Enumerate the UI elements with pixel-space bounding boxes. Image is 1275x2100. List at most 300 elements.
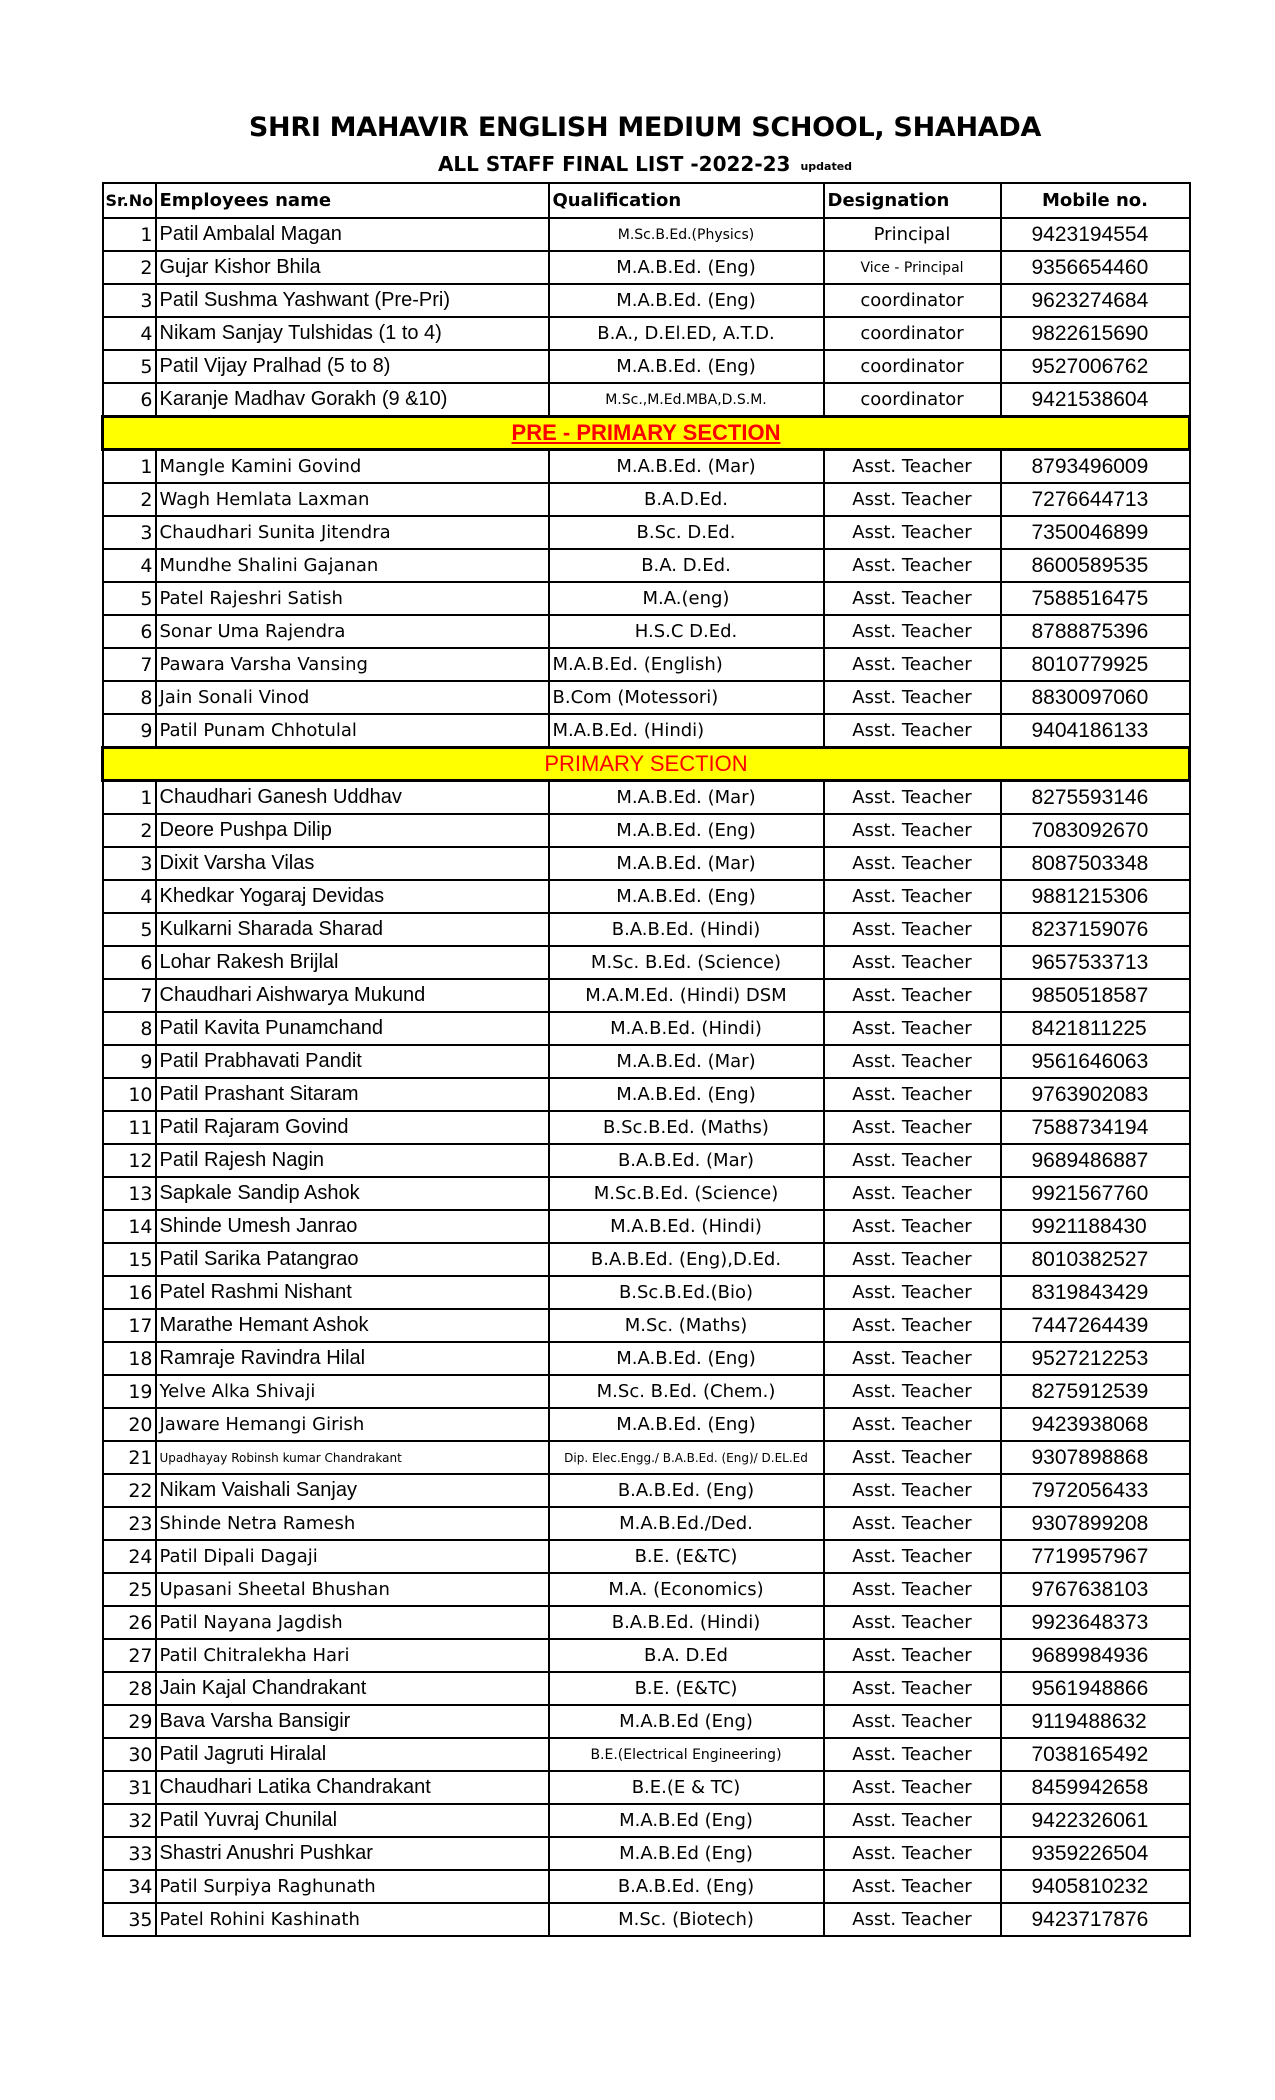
qualification-cell: M.A.B.Ed. (Eng) [549,350,824,383]
mobile-cell: 9561948866 [1001,1672,1190,1705]
mobile-cell: 9689984936 [1001,1639,1190,1672]
sr-cell: 9 [103,714,156,748]
designation-cell: Asst. Teacher [824,1771,1001,1804]
table-row [103,383,1190,417]
sr-cell: 2 [103,251,156,284]
qualification-cell: B.A.B.Ed. (Hindi) [549,1606,824,1639]
mobile-cell: 9689486887 [1001,1144,1190,1177]
mobile-cell: 7588516475 [1001,582,1190,615]
qualification-cell: B.A.B.Ed. (Eng) [549,1474,824,1507]
mobile-cell: 7083092670 [1001,814,1190,847]
designation-cell: Asst. Teacher [824,681,1001,714]
sr-cell: 19 [103,1375,156,1408]
name-cell: Wagh Hemlata Laxman [156,483,549,516]
designation-cell: Asst. Teacher [824,1177,1001,1210]
qualification-cell: M.A.B.Ed. (Eng) [549,1408,824,1441]
designation-cell: Asst. Teacher [824,1408,1001,1441]
name-cell: Patil Rajesh Nagin [156,1144,549,1177]
mobile-cell: 8788875396 [1001,615,1190,648]
updated-note: updated [800,160,853,173]
designation-cell: Asst. Teacher [824,1837,1001,1870]
sr-cell: 2 [103,483,156,516]
sr-cell: 24 [103,1540,156,1573]
name-cell: Upasani Sheetal Bhushan [156,1573,549,1606]
name-cell: Upadhayay Robinsh kumar Chandrakant [156,1441,549,1474]
primary-section-header-cell [103,748,1190,781]
designation-cell: Asst. Teacher [824,1639,1001,1672]
name-cell: Jain Kajal Chandrakant [156,1672,549,1705]
mobile-cell: 7038165492 [1001,1738,1190,1771]
sr-cell: 32 [103,1804,156,1837]
sr-cell: 35 [103,1903,156,1936]
name-cell: Mundhe Shalini Gajanan [156,549,549,582]
table-row [103,1639,1190,1672]
table-row [103,1012,1190,1045]
table-row [103,582,1190,615]
mobile-cell: 7972056433 [1001,1474,1190,1507]
designation-cell: Vice - Principal [824,251,1001,284]
name-cell: Patil Nayana Jagdish [156,1606,549,1639]
qualification-cell: B.E.(E & TC) [549,1771,824,1804]
designation-cell: Asst. Teacher [824,1342,1001,1375]
qualification-cell: B.Sc. D.Ed. [549,516,824,549]
designation-cell: Asst. Teacher [824,1045,1001,1078]
qualification-cell: M.A.B.Ed. (English) [549,648,824,681]
name-cell: Ramraje Ravindra Hilal [156,1342,549,1375]
name-cell: Patil Ambalal Magan [156,218,549,251]
qualification-cell: M.Sc. B.Ed. (Science) [549,946,824,979]
table-row [103,516,1190,549]
mobile-cell: 8087503348 [1001,847,1190,880]
page-title: SHRI MAHAVIR ENGLISH MEDIUM SCHOOL, SHAHADA [248,112,1042,143]
designation-cell: Asst. Teacher [824,450,1001,484]
qualification-cell: M.A.B.Ed. (Mar) [549,1045,824,1078]
qualification-cell: M.A.B.Ed (Eng) [549,1837,824,1870]
qualification-cell: M.A.B.Ed. (Mar) [549,847,824,880]
qualification-cell: B.A.D.Ed. [549,483,824,516]
sr-cell: 14 [103,1210,156,1243]
sr-cell: 4 [103,549,156,582]
mobile-cell: 9850518587 [1001,979,1190,1012]
sr-cell: 1 [103,781,156,815]
sr-cell: 29 [103,1705,156,1738]
mobile-cell: 8275593146 [1001,781,1190,815]
mobile-cell: 9423938068 [1001,1408,1190,1441]
designation-cell: Asst. Teacher [824,946,1001,979]
sr-cell: 3 [103,284,156,317]
mobile-cell: 9356654460 [1001,251,1190,284]
table-row [103,946,1190,979]
pre-primary-section-header-cell [103,417,1190,450]
qualification-cell: M.A.B.Ed. (Eng) [549,284,824,317]
name-cell: Patil Yuvraj Chunilal [156,1804,549,1837]
mobile-cell: 9423717876 [1001,1903,1190,1936]
header-row [103,183,1190,218]
designation-cell: Asst. Teacher [824,1738,1001,1771]
qualification-cell: B.Sc.B.Ed.(Bio) [549,1276,824,1309]
table-row [103,1804,1190,1837]
qualification-cell: B.Com (Motessori) [549,681,824,714]
designation-cell: Asst. Teacher [824,582,1001,615]
mobile-cell: 9923648373 [1001,1606,1190,1639]
col-header-sr: Sr.No [103,183,156,218]
qualification-cell: B.E. (E&TC) [549,1540,824,1573]
mobile-cell: 9822615690 [1001,317,1190,350]
qualification-cell: H.S.C D.Ed. [549,615,824,648]
designation-cell: Asst. Teacher [824,714,1001,748]
mobile-cell: 8600589535 [1001,549,1190,582]
name-cell: Patil Rajaram Govind [156,1111,549,1144]
name-cell: Patil Prabhavati Pandit [156,1045,549,1078]
table-row [103,1375,1190,1408]
table-row [103,1078,1190,1111]
name-cell: Marathe Hemant Ashok [156,1309,549,1342]
name-cell: Patil Sushma Yashwant (Pre-Pri) [156,284,549,317]
table-row [103,1540,1190,1573]
table-row [103,648,1190,681]
mobile-cell: 9763902083 [1001,1078,1190,1111]
table-row [103,979,1190,1012]
designation-cell: Asst. Teacher [824,814,1001,847]
table-row [103,251,1190,284]
sr-cell: 5 [103,913,156,946]
designation-cell: Principal [824,218,1001,251]
name-cell: Jain Sonali Vinod [156,681,549,714]
mobile-cell: 9561646063 [1001,1045,1190,1078]
name-cell: Patil Kavita Punamchand [156,1012,549,1045]
table-row [103,1870,1190,1903]
sr-cell: 9 [103,1045,156,1078]
qualification-cell: M.A.B.Ed. (Eng) [549,251,824,284]
sr-cell: 1 [103,218,156,251]
name-cell: Nikam Sanjay Tulshidas (1 to 4) [156,317,549,350]
mobile-cell: 9119488632 [1001,1705,1190,1738]
qualification-cell: M.A.B.Ed. (Eng) [549,880,824,913]
table-row [103,1771,1190,1804]
mobile-cell: 9623274684 [1001,284,1190,317]
name-cell: Karanje Madhav Gorakh (9 &10) [156,383,549,417]
col-header-name: Employees name [156,183,549,218]
table-row [103,1441,1190,1474]
qualification-cell: M.Sc.B.Ed.(Physics) [549,218,824,251]
name-cell: Patil Surpiya Raghunath [156,1870,549,1903]
sr-cell: 10 [103,1078,156,1111]
sr-cell: 34 [103,1870,156,1903]
sr-cell: 6 [103,383,156,417]
qualification-cell: B.E.(Electrical Engineering) [549,1738,824,1771]
qualification-cell: M.A.B.Ed. (Mar) [549,450,824,484]
table-row [103,714,1190,748]
mobile-cell: 9423194554 [1001,218,1190,251]
sr-cell: 1 [103,450,156,484]
name-cell: Patil Prashant Sitaram [156,1078,549,1111]
mobile-cell: 9307899208 [1001,1507,1190,1540]
sr-cell: 20 [103,1408,156,1441]
table-row [103,847,1190,880]
mobile-cell: 8275912539 [1001,1375,1190,1408]
table-row [103,284,1190,317]
qualification-cell: M.A.M.Ed. (Hindi) DSM [549,979,824,1012]
table-row [103,1144,1190,1177]
pre-primary-section-header-label: PRE - PRIMARY SECTION [511,420,781,445]
sr-cell: 11 [103,1111,156,1144]
qualification-cell: B.A.B.Ed. (Eng) [549,1870,824,1903]
primary-section-header [103,748,1190,781]
mobile-cell: 9359226504 [1001,1837,1190,1870]
mobile-cell: 9422326061 [1001,1804,1190,1837]
col-header-qualification: Qualification [549,183,824,218]
designation-cell: Asst. Teacher [824,1903,1001,1936]
sr-cell: 17 [103,1309,156,1342]
sr-cell: 6 [103,946,156,979]
table-row [103,1606,1190,1639]
sr-cell: 15 [103,1243,156,1276]
name-cell: Chaudhari Ganesh Uddhav [156,781,549,815]
name-cell: Chaudhari Latika Chandrakant [156,1771,549,1804]
table-row [103,549,1190,582]
sr-cell: 6 [103,615,156,648]
qualification-cell: M.A.B.Ed. (Eng) [549,814,824,847]
table-row [103,1210,1190,1243]
table-row [103,913,1190,946]
name-cell: Patil Punam Chhotulal [156,714,549,748]
pre-primary-section-header [103,417,1190,450]
sr-cell: 25 [103,1573,156,1606]
sr-cell: 8 [103,681,156,714]
name-cell: Shinde Netra Ramesh [156,1507,549,1540]
designation-cell: Asst. Teacher [824,1078,1001,1111]
name-cell: Patel Rashmi Nishant [156,1276,549,1309]
qualification-cell: Dip. Elec.Engg./ B.A.B.Ed. (Eng)/ D.EL.Ed [549,1441,824,1474]
name-cell: Gujar Kishor Bhila [156,251,549,284]
sr-cell: 30 [103,1738,156,1771]
designation-cell: Asst. Teacher [824,1375,1001,1408]
mobile-cell: 9881215306 [1001,880,1190,913]
qualification-cell: M.A.B.Ed. (Hindi) [549,1012,824,1045]
name-cell: Sapkale Sandip Ashok [156,1177,549,1210]
designation-cell: Asst. Teacher [824,615,1001,648]
name-cell: Patil Vijay Pralhad (5 to 8) [156,350,549,383]
name-cell: Bava Varsha Bansigir [156,1705,549,1738]
designation-cell: Asst. Teacher [824,1474,1001,1507]
table-row [103,1309,1190,1342]
mobile-cell: 7350046899 [1001,516,1190,549]
col-header-mobile: Mobile no. [1001,183,1190,218]
name-cell: Chaudhari Sunita Jitendra [156,516,549,549]
qualification-cell: M.A.B.Ed. (Eng) [549,1078,824,1111]
qualification-cell: B.A., D.El.ED, A.T.D. [549,317,824,350]
designation-cell: Asst. Teacher [824,483,1001,516]
name-cell: Jaware Hemangi Girish [156,1408,549,1441]
table-row [103,880,1190,913]
qualification-cell: M.A.(eng) [549,582,824,615]
sr-cell: 33 [103,1837,156,1870]
designation-cell: Asst. Teacher [824,516,1001,549]
name-cell: Patel Rajeshri Satish [156,582,549,615]
mobile-cell: 9527006762 [1001,350,1190,383]
qualification-cell: M.A.B.Ed. (Eng) [549,1342,824,1375]
designation-cell: Asst. Teacher [824,1210,1001,1243]
sr-cell: 13 [103,1177,156,1210]
table-row [103,615,1190,648]
name-cell: Deore Pushpa Dilip [156,814,549,847]
qualification-cell: M.Sc. (Maths) [549,1309,824,1342]
sr-cell: 28 [103,1672,156,1705]
designation-cell: Asst. Teacher [824,549,1001,582]
table-row [103,450,1190,484]
mobile-cell: 8319843429 [1001,1276,1190,1309]
sr-cell: 3 [103,516,156,549]
sr-cell: 2 [103,814,156,847]
name-cell: Lohar Rakesh Brijlal [156,946,549,979]
designation-cell: Asst. Teacher [824,1606,1001,1639]
mobile-cell: 9421538604 [1001,383,1190,417]
sr-cell: 4 [103,880,156,913]
designation-cell: Asst. Teacher [824,1441,1001,1474]
table-body [103,218,1190,1936]
designation-cell: coordinator [824,317,1001,350]
table-row [103,1276,1190,1309]
table-row [103,1111,1190,1144]
sr-cell: 7 [103,648,156,681]
qualification-cell: B.A.B.Ed. (Mar) [549,1144,824,1177]
col-header-designation: Designation [824,183,1001,218]
qualification-cell: B.A. D.Ed [549,1639,824,1672]
table-row [103,814,1190,847]
qualification-cell: M.Sc.B.Ed. (Science) [549,1177,824,1210]
mobile-cell: 8793496009 [1001,450,1190,484]
designation-cell: Asst. Teacher [824,781,1001,815]
table-row [103,1837,1190,1870]
table-row [103,1738,1190,1771]
table-row [103,317,1190,350]
table-row [103,483,1190,516]
table-row [103,1573,1190,1606]
table-row [103,1672,1190,1705]
qualification-cell: M.Sc. B.Ed. (Chem.) [549,1375,824,1408]
sr-cell: 22 [103,1474,156,1507]
mobile-cell: 9307898868 [1001,1441,1190,1474]
designation-cell: Asst. Teacher [824,880,1001,913]
designation-cell: Asst. Teacher [824,1540,1001,1573]
qualification-cell: M.A.B.Ed (Eng) [549,1705,824,1738]
sr-cell: 21 [103,1441,156,1474]
mobile-cell: 9527212253 [1001,1342,1190,1375]
mobile-cell: 9404186133 [1001,714,1190,748]
table-row [103,1045,1190,1078]
mobile-cell: 9921567760 [1001,1177,1190,1210]
table-row [103,1243,1190,1276]
mobile-cell: 9657533713 [1001,946,1190,979]
sr-cell: 5 [103,350,156,383]
qualification-cell: M.Sc.,M.Ed.MBA,D.S.M. [549,383,824,417]
sr-cell: 26 [103,1606,156,1639]
sr-cell: 27 [103,1639,156,1672]
table-row [103,681,1190,714]
page-subtitle [0,152,1275,176]
table-row [103,1705,1190,1738]
qualification-cell: M.A.B.Ed./Ded. [549,1507,824,1540]
name-cell: Dixit Varsha Vilas [156,847,549,880]
designation-cell: Asst. Teacher [824,1309,1001,1342]
table-row [103,781,1190,815]
designation-cell: Asst. Teacher [824,1111,1001,1144]
name-cell: Patil Dipali Dagaji [156,1540,549,1573]
qualification-cell: B.E. (E&TC) [549,1672,824,1705]
designation-cell: Asst. Teacher [824,1672,1001,1705]
table-row [103,1474,1190,1507]
mobile-cell: 8010779925 [1001,648,1190,681]
name-cell: Patil Jagruti Hiralal [156,1738,549,1771]
mobile-cell: 8421811225 [1001,1012,1190,1045]
table-row [103,1903,1190,1936]
designation-cell: Asst. Teacher [824,979,1001,1012]
designation-cell: Asst. Teacher [824,1243,1001,1276]
qualification-cell: B.A. D.Ed. [549,549,824,582]
name-cell: Khedkar Yogaraj Devidas [156,880,549,913]
qualification-cell: M.A.B.Ed (Eng) [549,1804,824,1837]
qualification-cell: M.Sc. (Biotech) [549,1903,824,1936]
mobile-cell: 7588734194 [1001,1111,1190,1144]
designation-cell: Asst. Teacher [824,1573,1001,1606]
table-row [103,1507,1190,1540]
sr-cell: 16 [103,1276,156,1309]
name-cell: Patil Chitralekha Hari [156,1639,549,1672]
designation-cell: Asst. Teacher [824,913,1001,946]
designation-cell: Asst. Teacher [824,1705,1001,1738]
name-cell: Sonar Uma Rajendra [156,615,549,648]
sr-cell: 23 [103,1507,156,1540]
designation-cell: coordinator [824,284,1001,317]
qualification-cell: M.A.B.Ed. (Hindi) [549,1210,824,1243]
mobile-cell: 8237159076 [1001,913,1190,946]
name-cell: Pawara Varsha Vansing [156,648,549,681]
table-row [103,1408,1190,1441]
name-cell: Mangle Kamini Govind [156,450,549,484]
table-row [103,350,1190,383]
mobile-cell: 9921188430 [1001,1210,1190,1243]
primary-section-header-label: PRIMARY SECTION [544,751,748,776]
sr-cell: 12 [103,1144,156,1177]
designation-cell: Asst. Teacher [824,1507,1001,1540]
sr-cell: 31 [103,1771,156,1804]
sr-cell: 8 [103,1012,156,1045]
designation-cell: Asst. Teacher [824,1870,1001,1903]
designation-cell: coordinator [824,383,1001,417]
staff-table [101,182,1191,1937]
qualification-cell: B.A.B.Ed. (Eng),D.Ed. [549,1243,824,1276]
qualification-cell: M.A.B.Ed. (Hindi) [549,714,824,748]
name-cell: Shastri Anushri Pushkar [156,1837,549,1870]
mobile-cell: 9405810232 [1001,1870,1190,1903]
sr-cell: 7 [103,979,156,1012]
mobile-cell: 8459942658 [1001,1771,1190,1804]
mobile-cell: 8830097060 [1001,681,1190,714]
mobile-cell: 7276644713 [1001,483,1190,516]
name-cell: Nikam Vaishali Sanjay [156,1474,549,1507]
table-row [103,1342,1190,1375]
name-cell: Kulkarni Sharada Sharad [156,913,549,946]
table-row [103,1177,1190,1210]
name-cell: Shinde Umesh Janrao [156,1210,549,1243]
name-cell: Chaudhari Aishwarya Mukund [156,979,549,1012]
table-row [103,218,1190,251]
sr-cell: 18 [103,1342,156,1375]
designation-cell: Asst. Teacher [824,1012,1001,1045]
subtitle-text: ALL STAFF FINAL LIST -2022-23 [437,152,791,176]
mobile-cell: 7447264439 [1001,1309,1190,1342]
name-cell: Yelve Alka Shivaji [156,1375,549,1408]
